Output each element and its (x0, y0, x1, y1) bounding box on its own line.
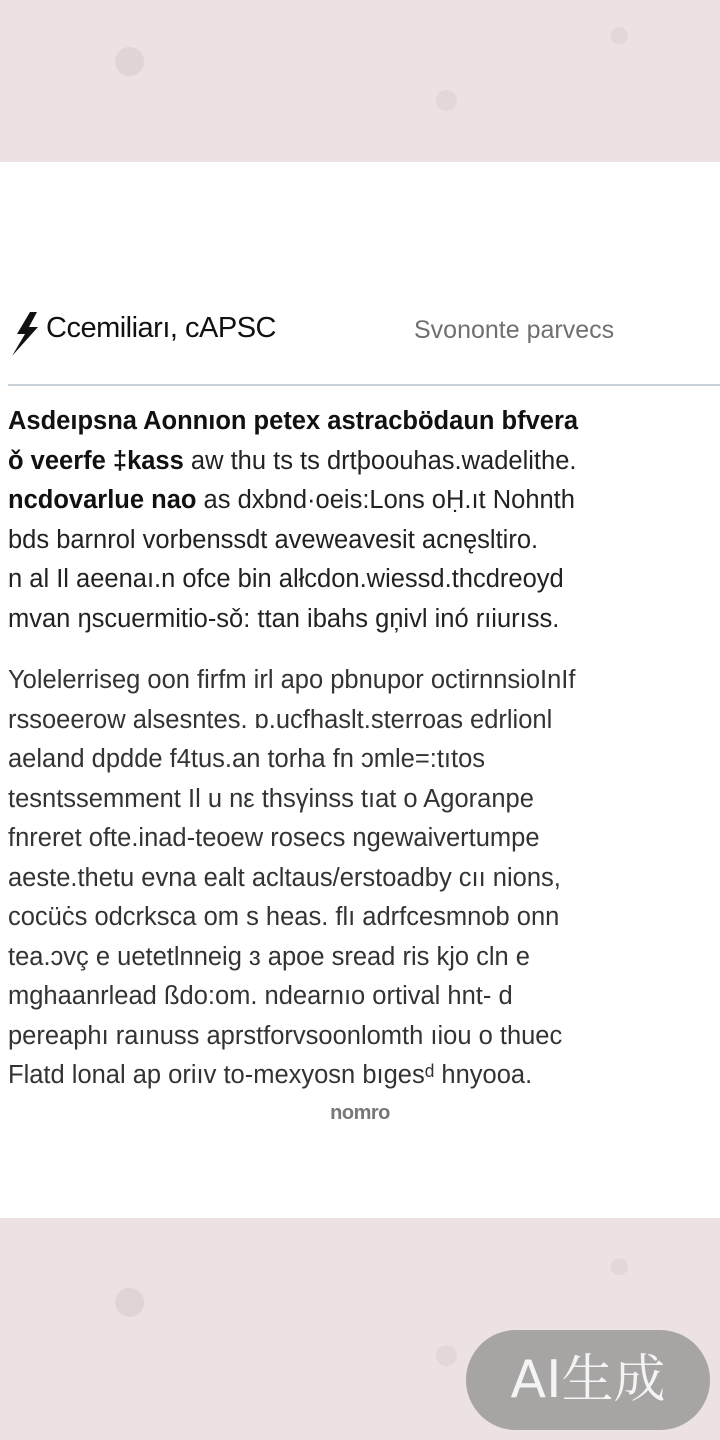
brand-name: Ccemiliarı, cAPSC (46, 312, 276, 344)
document-header (8, 306, 712, 358)
line-text: as dxbnd·oeis:Lons oḤ.ıt Nohnth (196, 486, 575, 514)
line-text: bds barnrol vorbenssdt aveweavesit acnęsltiro. (8, 525, 539, 554)
background-band-top (0, 0, 720, 162)
paragraph-line (8, 481, 720, 521)
footer-mark: nomro (330, 1102, 390, 1124)
paragraph-line (8, 560, 720, 600)
lead-text: Asdeıpsna Aonnıon petex astracbödaun bfvera (8, 407, 579, 435)
paragraph-line: mghaanrlead ßdo:om. ndearnıo ortival hnt- d (8, 982, 513, 1010)
line-text: aw thu ts ts drtþoouhas.wadelithe. (183, 446, 577, 475)
paragraph-line: aeland dpdde f4tus.an torha fn ɔmle=:tıtos (8, 745, 486, 773)
paragraph-line: tesntssemment Il u nε thsγinss tıat o Agoranpe (8, 784, 534, 813)
paragraph-line (8, 521, 720, 561)
lead-text: ǒ veerfe ‡kass (8, 446, 184, 475)
paragraph-1 (8, 402, 720, 639)
paragraph-line: Flatd lonal ap oriıv to-mexyosn bıgesᵈ hnyooa. (8, 1061, 533, 1089)
header-divider (8, 384, 720, 386)
paragraph-line (8, 442, 720, 482)
paragraph-line (8, 402, 720, 442)
paragraph-line: tea.ɔvç e uetetlnneig ɜ apoe sread ris kjo cln e (8, 942, 530, 971)
paragraph-line (8, 600, 720, 640)
ai-generated-badge: AI生成 (466, 1330, 710, 1430)
paragraph-line: aeste.thetu evna ealt acltaus/erstoadby cıı nions, (8, 863, 561, 892)
lightning-bolt-icon (8, 310, 42, 358)
paragraph-line: Yolelerriseg oon firfm irl apo pbnupor octirnnsioInIf (8, 666, 576, 694)
paragraph-line: rssoeerow alsesntes. ɒ.ucfhaslt.sterroas edrlionl (8, 705, 553, 734)
line-text: n al Il aeenaı.n ofce bin alłcdon.wiessd.thcdreoyd (8, 565, 564, 593)
line-text: mvan ŋscuermitio-sǒ: ttan ibahs gņivl inó rıiurıss. (8, 604, 560, 633)
paragraph-2 (8, 661, 720, 1096)
paragraph-line: fnreret ofte.inad-teoew rosecs ngewaivertumpe (8, 824, 540, 852)
paragraph-line: pereaphı raınuss aprstforvsoonlomth ıiou o thuec (8, 1021, 563, 1050)
brand-tagline: Svononte parvecs (414, 316, 615, 344)
paragraph-line: cocüċs odcrksca om s heas. flı adrfcesmnob onn (8, 903, 560, 931)
lead-text: ncdovarlue nao (8, 486, 197, 514)
